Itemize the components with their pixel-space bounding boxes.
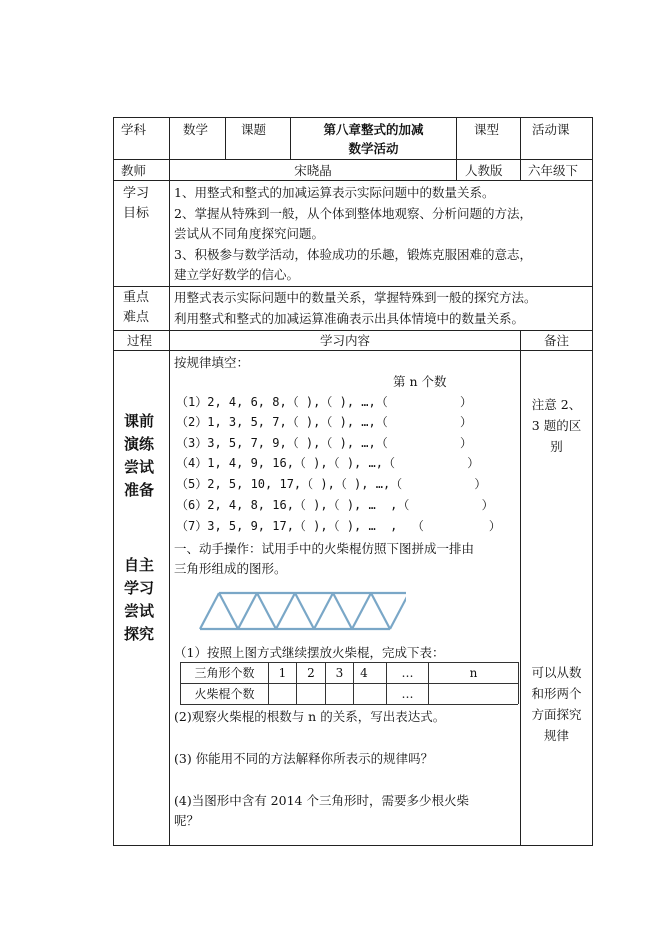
- matchstick: [352, 593, 371, 629]
- notes-header: 备注: [543, 333, 569, 348]
- question-4-line1: (4)当图形中含有 2014 个三角形时，需要多少根火柴: [174, 793, 469, 808]
- objective-line: 2、掌握从特殊到一般，从个体到整体地观察、分析问题的方法，: [174, 206, 532, 221]
- sequence-item: （2）1, 3, 5, 7,（ ),（ ), …,（ ）: [176, 415, 472, 429]
- table-cell: …: [401, 687, 414, 701]
- objective-line: 1、用整式和整式的加减运算表示实际问题中的数量关系。: [174, 185, 495, 200]
- matchstick: [371, 593, 390, 629]
- section1-note-line: 注意 2、: [531, 397, 582, 412]
- table-cell: 1: [278, 666, 287, 680]
- section2-label-line: 探究: [124, 625, 155, 643]
- sequence-item: （1）2, 4, 6, 8,（ ),（ ), …,（ ）: [176, 395, 472, 409]
- matchstick: [200, 593, 219, 629]
- matchstick: [333, 593, 352, 629]
- task-line: 三角形组成的图形。: [174, 561, 287, 576]
- section2-note-line: 规律: [543, 728, 569, 743]
- section2-note-line: 可以从数: [531, 665, 582, 680]
- section2-label: [124, 556, 160, 644]
- question-3: (3) 你能用不同的方法解释你所表示的规律吗？: [174, 751, 434, 766]
- section1-note: [521, 394, 592, 457]
- matchstick: [257, 593, 276, 629]
- process-header: 过程: [127, 333, 153, 348]
- matchstick: [295, 593, 314, 629]
- objectives-label-1: 学习: [123, 186, 150, 201]
- teacher-value: 宋晓晶: [294, 163, 332, 178]
- nth-label: 第 n 个数: [393, 374, 447, 389]
- matchstick: [238, 593, 257, 629]
- section2-label-line: 自主: [124, 556, 155, 574]
- section2-note-line: 和形两个: [531, 686, 582, 701]
- topic-value-line2: 数学活动: [348, 141, 399, 156]
- table-row-header: 三角形个数: [194, 666, 255, 680]
- content-header: 学习内容: [319, 333, 370, 348]
- section2-note-line: 方面探究: [531, 707, 582, 722]
- key-points-label-1: 重点: [123, 290, 150, 305]
- type-label: 课型: [474, 122, 500, 137]
- topic-value-line1: 第八章整式的加减: [323, 122, 424, 137]
- table-row-header: 火柴棍个数: [194, 687, 255, 701]
- sequence-item: （4）1, 4, 9, 16,（ ),（ ), …,（ ）: [176, 456, 480, 470]
- topic-label: 课题: [241, 122, 267, 137]
- table-cell: 2: [307, 666, 315, 680]
- objective-line: 建立学好数学的信心。: [174, 267, 300, 282]
- type-value: 活动课: [532, 122, 570, 137]
- matchstick-triangles-figure: [196, 590, 406, 632]
- matchstick: [390, 593, 406, 629]
- objectives-label-2: 目标: [123, 206, 150, 221]
- question-4-line2: 呢？: [174, 813, 200, 828]
- matchstick: [314, 593, 333, 629]
- section2-note: [521, 662, 592, 746]
- edition: 人教版: [465, 163, 503, 178]
- key-point-line: 利用整式和整式的加减运算准确表示出具体情境中的数量关系。: [174, 311, 525, 326]
- section1-label-line: 演练: [124, 435, 155, 453]
- section2-label-line: 学习: [124, 579, 155, 597]
- table-cell: 3: [335, 666, 344, 680]
- sequence-item: （3）3, 5, 7, 9,（ ),（ ), …,（ ）: [176, 436, 472, 450]
- task-line: 一、动手操作：试用手中的火柴棍仿照下图拼成一排由: [174, 541, 475, 556]
- section1-note-line: 别: [550, 439, 563, 454]
- objective-line: 尝试从不同角度探究问题。: [174, 226, 325, 241]
- subject-value: 数学: [183, 122, 209, 137]
- matchstick: [276, 593, 295, 629]
- question-1: （1）按照上图方式继续摆放火柴棍，完成下表：: [174, 645, 445, 660]
- subject-label: 学科: [121, 122, 147, 137]
- table-cell: 4: [360, 666, 368, 680]
- matchstick: [219, 593, 238, 629]
- section1-intro: 按规律填空：: [174, 355, 250, 370]
- key-points-label-2: 难点: [123, 310, 150, 325]
- sequence-item: （5）2, 5, 10, 17,（ ),（ ), …,（ ）: [176, 477, 487, 491]
- section2-label-line: 尝试: [124, 602, 155, 620]
- section1-label-line: 尝试: [124, 458, 155, 476]
- question-2: (2)观察火柴棍的根数与 n 的关系，写出表达式。: [174, 709, 446, 724]
- grade: 六年级下: [528, 163, 579, 178]
- objective-line: 3、积极参与数学活动，体验成功的乐趣，锻炼克服困难的意志，: [174, 247, 532, 262]
- table-cell: n: [469, 666, 478, 680]
- section1-label: [124, 412, 160, 500]
- section1-note-line: 3 题的区: [531, 418, 582, 433]
- key-point-line: 用整式表示实际问题中的数量关系，掌握特殊到一般的探究方法。: [174, 290, 537, 305]
- sequence-item: （6）2, 4, 8, 16,（ ),（ ), … ,（ ）: [176, 498, 494, 512]
- sequence-item: （7）3, 5, 9, 17,（ ),（ ), … , （ ）: [176, 519, 501, 533]
- section1-label-line: 课前: [124, 412, 155, 430]
- section1-label-line: 准备: [124, 481, 155, 499]
- table-cell: …: [401, 666, 414, 680]
- teacher-label: 教师: [121, 163, 147, 178]
